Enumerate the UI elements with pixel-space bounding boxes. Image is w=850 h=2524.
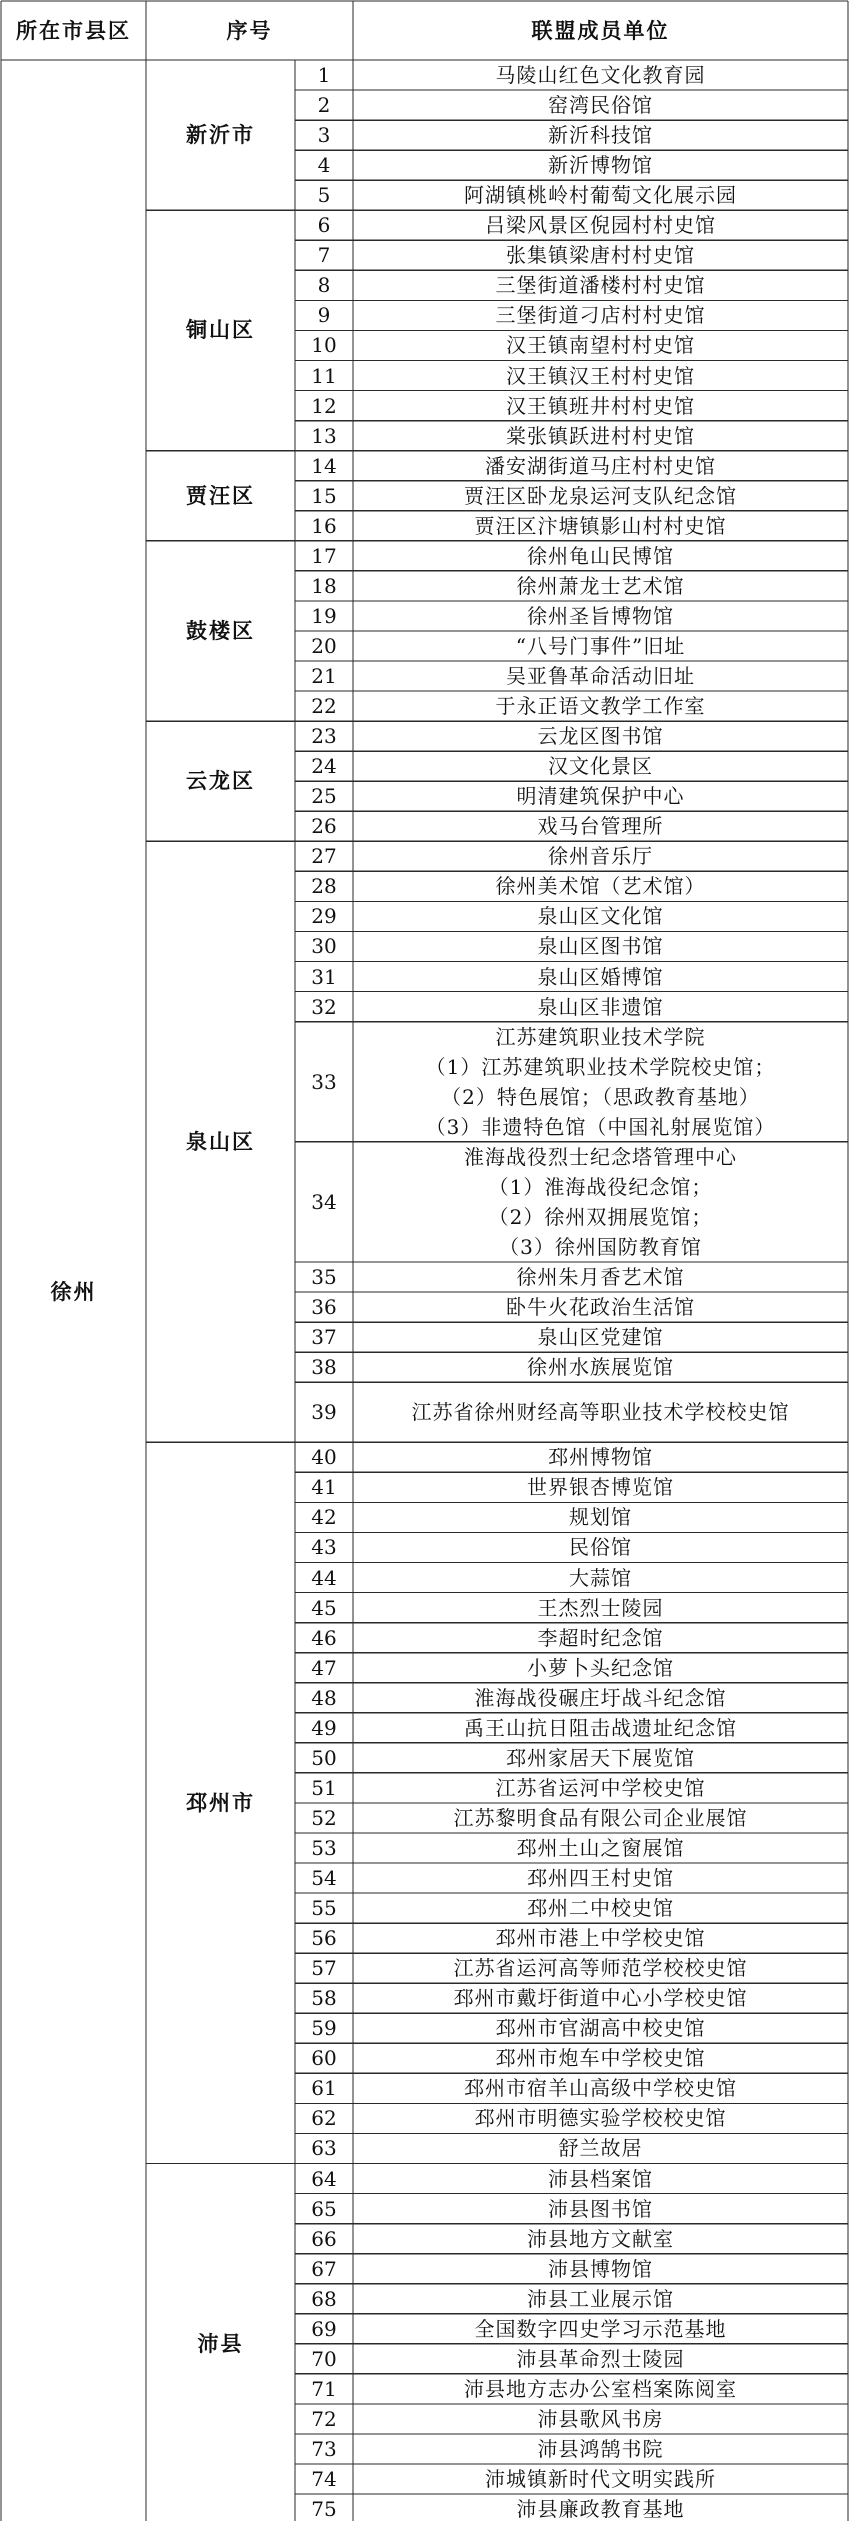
row-number: 62 (295, 2103, 353, 2133)
row-number: 2 (295, 90, 353, 120)
member-unit: 全国数字四史学习示范基地 (353, 2314, 848, 2344)
member-unit: 吴亚鲁革命活动旧址 (353, 661, 848, 691)
district-name: 沛县 (146, 2164, 295, 2524)
member-unit: 窑湾民俗馆 (353, 90, 848, 120)
member-unit: 沛县地方文献室 (353, 2224, 848, 2254)
member-unit-line: 淮海战役烈士纪念塔管理中心 (464, 1142, 737, 1172)
row-number: 67 (295, 2254, 353, 2284)
row-number: 64 (295, 2164, 353, 2194)
row-number: 48 (295, 1683, 353, 1713)
row-number: 7 (295, 240, 353, 270)
row-number: 60 (295, 2043, 353, 2073)
row-number: 16 (295, 511, 353, 541)
member-unit: 邳州市炮车中学校史馆 (353, 2043, 848, 2073)
member-unit: 泉山区图书馆 (353, 931, 848, 961)
member-unit: 戏马台管理所 (353, 811, 848, 841)
row-number: 75 (295, 2494, 353, 2524)
member-unit-line: （1）淮海战役纪念馆； (489, 1172, 713, 1202)
row-number: 39 (295, 1382, 353, 1442)
row-number: 27 (295, 841, 353, 871)
member-unit-line: （2）徐州双拥展览馆； (489, 1202, 713, 1232)
row-number: 25 (295, 781, 353, 811)
member-unit: 邳州市戴圩街道中心小学校史馆 (353, 1983, 848, 2013)
row-number: 57 (295, 1953, 353, 1983)
member-unit: 沛县革命烈士陵园 (353, 2344, 848, 2374)
row-number: 72 (295, 2404, 353, 2434)
member-unit: 徐州圣旨博物馆 (353, 601, 848, 631)
row-number: 28 (295, 871, 353, 901)
row-number: 38 (295, 1352, 353, 1382)
district-name: 邳州市 (146, 1442, 295, 2163)
row-number: 49 (295, 1713, 353, 1743)
member-unit: 汉王镇南望村村史馆 (353, 330, 848, 360)
row-number: 32 (295, 992, 353, 1022)
row-number: 43 (295, 1532, 353, 1562)
district-name: 新沂市 (146, 60, 295, 210)
row-number: 35 (295, 1262, 353, 1292)
member-unit: 张集镇梁唐村村史馆 (353, 240, 848, 270)
member-unit: 小萝卜头纪念馆 (353, 1653, 848, 1683)
row-number: 51 (295, 1773, 353, 1803)
member-unit: 泉山区文化馆 (353, 901, 848, 931)
row-number: 44 (295, 1563, 353, 1593)
member-unit: 邳州市宿羊山高级中学校史馆 (353, 2073, 848, 2103)
member-unit-multiline (353, 1142, 848, 1262)
row-number: 42 (295, 1502, 353, 1532)
member-unit: 三堡街道刁店村村史馆 (353, 300, 848, 330)
member-unit-line: （2）特色展馆；（思政教育基地） (441, 1082, 760, 1112)
member-unit: 泉山区非遗馆 (353, 992, 848, 1022)
row-number: 8 (295, 270, 353, 300)
row-number: 11 (295, 361, 353, 391)
row-number: 50 (295, 1743, 353, 1773)
row-number: 6 (295, 210, 353, 240)
member-unit: 邳州家居天下展览馆 (353, 1743, 848, 1773)
member-unit: 贾汪区汴塘镇影山村村史馆 (353, 511, 848, 541)
member-unit: 于永正语文教学工作室 (353, 691, 848, 721)
row-number: 12 (295, 391, 353, 421)
row-number: 56 (295, 1923, 353, 1953)
row-number: 15 (295, 481, 353, 511)
member-unit: 汉文化景区 (353, 751, 848, 781)
member-unit: 邳州市港上中学校史馆 (353, 1923, 848, 1953)
row-number: 73 (295, 2434, 353, 2464)
row-number: 36 (295, 1292, 353, 1322)
member-unit: 明清建筑保护中心 (353, 781, 848, 811)
member-unit: 阿湖镇桃岭村葡萄文化展示园 (353, 180, 848, 210)
row-number: 30 (295, 931, 353, 961)
row-number: 55 (295, 1893, 353, 1923)
member-unit: 舒兰故居 (353, 2133, 848, 2163)
row-number: 3 (295, 120, 353, 150)
member-unit-line: 江苏建筑职业技术学院 (496, 1022, 706, 1052)
member-unit-line: （3）徐州国防教育馆 (499, 1232, 702, 1262)
row-number: 31 (295, 962, 353, 992)
member-unit: 禹王山抗日阻击战遗址纪念馆 (353, 1713, 848, 1743)
row-number: 21 (295, 661, 353, 691)
header-region: 所在市县区 (1, 1, 146, 60)
member-unit: 云龙区图书馆 (353, 721, 848, 751)
row-number: 9 (295, 300, 353, 330)
member-unit: 邳州四王村史馆 (353, 1863, 848, 1893)
member-unit: 规划馆 (353, 1502, 848, 1532)
city-name: 徐州 (1, 60, 146, 2524)
row-number: 52 (295, 1803, 353, 1833)
member-unit: 江苏黎明食品有限公司企业展馆 (353, 1803, 848, 1833)
member-unit: “八号门事件”旧址 (353, 631, 848, 661)
member-unit: 邳州市官湖高中校史馆 (353, 2013, 848, 2043)
row-number: 53 (295, 1833, 353, 1863)
row-number: 17 (295, 541, 353, 571)
member-unit: 邳州博物馆 (353, 1442, 848, 1472)
member-unit-multiline (353, 1022, 848, 1142)
header-unit: 联盟成员单位 (353, 1, 848, 60)
member-unit: 徐州龟山民博馆 (353, 541, 848, 571)
member-unit: 沛县廉政教育基地 (353, 2494, 848, 2524)
member-unit: 新沂博物馆 (353, 150, 848, 180)
member-unit-line: （1）江苏建筑职业技术学院校史馆； (426, 1052, 776, 1082)
row-number: 14 (295, 451, 353, 481)
header-index: 序号 (146, 1, 353, 60)
row-number: 46 (295, 1623, 353, 1653)
member-unit: 马陵山红色文化教育园 (353, 60, 848, 90)
member-unit: 沛县博物馆 (353, 2254, 848, 2284)
member-unit: 沛县工业展示馆 (353, 2284, 848, 2314)
member-unit: 徐州音乐厅 (353, 841, 848, 871)
member-unit: 徐州萧龙士艺术馆 (353, 571, 848, 601)
row-number: 26 (295, 811, 353, 841)
district-name: 泉山区 (146, 841, 295, 1442)
member-unit: 沛县地方志办公室档案陈阅室 (353, 2374, 848, 2404)
row-number: 47 (295, 1653, 353, 1683)
member-unit: 世界银杏博览馆 (353, 1472, 848, 1502)
member-unit: 新沂科技馆 (353, 120, 848, 150)
member-unit: 徐州美术馆（艺术馆） (353, 871, 848, 901)
member-unit: 江苏省运河中学校史馆 (353, 1773, 848, 1803)
member-unit: 民俗馆 (353, 1532, 848, 1562)
member-unit: 沛县图书馆 (353, 2194, 848, 2224)
member-unit: 邳州二中校史馆 (353, 1893, 848, 1923)
member-unit: 李超时纪念馆 (353, 1623, 848, 1653)
row-number: 4 (295, 150, 353, 180)
district-name: 云龙区 (146, 721, 295, 841)
row-number: 20 (295, 631, 353, 661)
row-number: 59 (295, 2013, 353, 2043)
member-unit: 邳州市明德实验学校校史馆 (353, 2103, 848, 2133)
member-unit: 吕梁风景区倪园村村史馆 (353, 210, 848, 240)
row-number: 18 (295, 571, 353, 601)
row-number: 37 (295, 1322, 353, 1352)
row-number: 23 (295, 721, 353, 751)
row-number: 34 (295, 1142, 353, 1262)
member-unit: 贾汪区卧龙泉运河支队纪念馆 (353, 481, 848, 511)
member-unit: 汉王镇班井村村史馆 (353, 391, 848, 421)
row-number: 22 (295, 691, 353, 721)
row-number: 41 (295, 1472, 353, 1502)
district-name: 贾汪区 (146, 451, 295, 541)
row-number: 68 (295, 2284, 353, 2314)
row-number: 10 (295, 330, 353, 360)
member-unit: 棠张镇跃进村村史馆 (353, 421, 848, 451)
member-unit: 江苏省运河高等师范学校校史馆 (353, 1953, 848, 1983)
member-unit: 沛城镇新时代文明实践所 (353, 2464, 848, 2494)
row-number: 61 (295, 2073, 353, 2103)
row-number: 45 (295, 1593, 353, 1623)
member-unit: 沛县歌风书房 (353, 2404, 848, 2434)
row-number: 5 (295, 180, 353, 210)
member-unit-line: （3）非遗特色馆（中国礼射展览馆） (426, 1112, 776, 1142)
member-unit: 潘安湖街道马庄村村史馆 (353, 451, 848, 481)
member-unit: 徐州朱月香艺术馆 (353, 1262, 848, 1292)
row-number: 19 (295, 601, 353, 631)
row-number: 24 (295, 751, 353, 781)
member-unit: 徐州水族展览馆 (353, 1352, 848, 1382)
row-number: 29 (295, 901, 353, 931)
row-number: 74 (295, 2464, 353, 2494)
member-unit: 邳州土山之窗展馆 (353, 1833, 848, 1863)
member-unit: 泉山区党建馆 (353, 1322, 848, 1352)
row-number: 58 (295, 1983, 353, 2013)
row-number: 33 (295, 1022, 353, 1142)
row-number: 63 (295, 2133, 353, 2163)
member-unit: 沛县档案馆 (353, 2164, 848, 2194)
row-number: 65 (295, 2194, 353, 2224)
member-unit: 淮海战役碾庄圩战斗纪念馆 (353, 1683, 848, 1713)
row-number: 69 (295, 2314, 353, 2344)
row-number: 71 (295, 2374, 353, 2404)
member-unit: 汉王镇汉王村村史馆 (353, 361, 848, 391)
member-unit: 三堡街道潘楼村村史馆 (353, 270, 848, 300)
row-number: 66 (295, 2224, 353, 2254)
member-unit: 沛县鸿鹄书院 (353, 2434, 848, 2464)
row-number: 54 (295, 1863, 353, 1893)
member-unit: 王杰烈士陵园 (353, 1593, 848, 1623)
row-number: 13 (295, 421, 353, 451)
row-number: 1 (295, 60, 353, 90)
member-unit: 江苏省徐州财经高等职业技术学校校史馆 (353, 1382, 848, 1442)
district-name: 铜山区 (146, 210, 295, 450)
member-unit: 大蒜馆 (353, 1563, 848, 1593)
member-unit: 泉山区婚博馆 (353, 962, 848, 992)
district-name: 鼓楼区 (146, 541, 295, 721)
row-number: 70 (295, 2344, 353, 2374)
row-number: 40 (295, 1442, 353, 1472)
member-unit: 卧牛火花政治生活馆 (353, 1292, 848, 1322)
